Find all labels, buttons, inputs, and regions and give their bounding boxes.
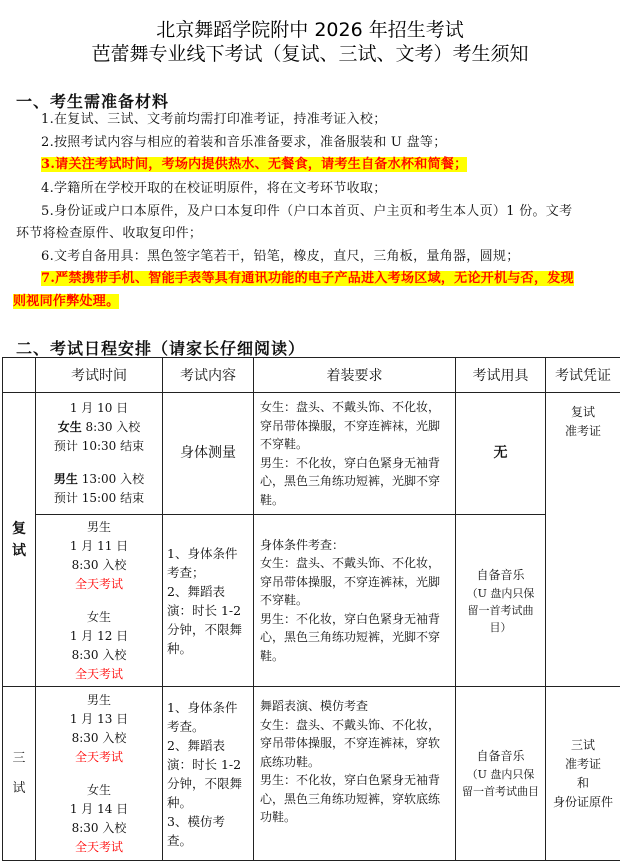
content-item-2: 2、舞蹈表演：时长 1-2 分钟，不限舞种。: [167, 737, 243, 810]
schedule-table: [2, 357, 620, 861]
materials-item-4: 4.学籍所在学校开取的在校证明原件，将在文考环节收取；: [41, 181, 387, 196]
female-date: 1 月 14 日: [69, 801, 129, 816]
section-heading-materials: 一、考生需准备材料: [16, 92, 170, 111]
attire-cell: [254, 393, 456, 515]
content-item-1: 1、身体条件考查；: [167, 545, 238, 580]
female-label: 女生: [86, 609, 111, 624]
credential-cell-retest: [546, 393, 620, 687]
male-entry: 13:00 入校: [77, 472, 145, 486]
tools-main: 自备音乐: [476, 749, 525, 763]
content-cell: 身体测量: [163, 393, 254, 515]
female-label: 女生: [86, 782, 111, 797]
tools-cell: [456, 515, 546, 687]
credential-line2: 准考证: [564, 424, 601, 438]
materials-item-3-highlighted: 3.请关注考试时间，考场内提供热水、无餐食，请考生自备水杯和简餐；: [41, 157, 468, 172]
materials-item-7-line2-highlighted: 则视同作弊处理。: [13, 294, 120, 309]
time-cell: [36, 687, 163, 861]
female-date: 1 月 12 日: [69, 628, 129, 643]
header-exam-time: 考试时间: [36, 358, 163, 393]
credential-line1: 三试: [570, 737, 595, 752]
female-entry: 8:30 入校: [71, 820, 127, 835]
materials-item-1: 1.在复试、三试、文考前均需打印准考证，持准考证入校；: [41, 112, 387, 127]
materials-item-7-line1-highlighted: 7.严禁携带手机、智能手表等具有通讯功能的电子产品进入考场区域，无论开机与否，发现: [41, 271, 574, 286]
female-entry-time: [36, 418, 162, 437]
attire-male: 男生：不化妆，穿白色紧身无袖背心，黑色三角练功短裤，穿软底练功鞋。: [260, 773, 441, 824]
time-cell: [36, 393, 163, 515]
male-label: 男生: [53, 472, 78, 486]
attire-male: 男生：不化妆，穿白色紧身无袖背心，黑色三角练功短裤，光脚不穿鞋。: [260, 611, 441, 663]
tools-main: 自备音乐: [476, 567, 525, 582]
attire-cell: [254, 687, 456, 861]
male-label: 男生: [86, 519, 111, 534]
table-row: [3, 515, 620, 687]
male-all-day-note: 全天考试: [74, 749, 123, 764]
header-credential: 考试凭证: [546, 358, 620, 393]
time-cell: [36, 515, 163, 687]
materials-item-2: 2.按照考试内容与相应的着装和音乐准备要求，准备服装和 U 盘等；: [41, 135, 447, 150]
female-entry: 8:30 入校: [71, 647, 127, 662]
tools-note: （U 盘内只保留一首考试曲目: [462, 768, 539, 798]
credential-line4: 身份证原件: [552, 794, 613, 809]
female-entry: 8:30 入校: [81, 420, 141, 434]
credential-cell-third: [546, 687, 620, 861]
stage-label-third: 三试: [12, 750, 26, 796]
male-date: 1 月 11 日: [69, 538, 129, 553]
document-title-line1: 北京舞蹈学院附中 2026 年招生考试: [156, 19, 464, 41]
header-exam-tools: 考试用具: [456, 358, 546, 393]
male-date: 1 月 13 日: [69, 711, 129, 726]
attire-cell: [254, 515, 456, 687]
attire-intro: 舞蹈表演、模仿考查: [260, 699, 369, 713]
credential-line2: 准考证: [564, 756, 601, 771]
stage-cell-third: [3, 687, 36, 861]
stage-label-retest: 复试: [12, 520, 26, 559]
male-label: 男生: [86, 692, 111, 707]
content-cell: [163, 515, 254, 687]
section-heading-schedule: 二、考试日程安排（请家长仔细阅读）: [16, 339, 306, 358]
document-title-line2: 芭蕾舞专业线下考试（复试、三试、文考）考生须知: [91, 43, 529, 65]
content-item-2: 2、舞蹈表演：时长 1-2 分钟，不限舞种。: [167, 583, 243, 656]
credential-line3: 和: [576, 775, 589, 790]
table-header-row: [3, 358, 620, 393]
header-exam-content: 考试内容: [163, 358, 254, 393]
male-entry: 8:30 入校: [71, 730, 127, 745]
attire-male: 男生：不化妆，穿白色紧身无袖背心，黑色三角练功短裤，光脚不穿鞋。: [260, 455, 441, 507]
table-row: [3, 393, 620, 515]
male-entry: 8:30 入校: [71, 557, 127, 572]
attire-female: 女生：盘头、不戴头饰、不化妆，穿吊带体操服，不穿连裤袜，光脚不穿鞋。: [260, 400, 441, 451]
materials-item-5-line1: 5.身份证或户口本原件，及户口本复印件（户口本首页、户主页和考生本人页）1 份。文考: [41, 204, 573, 219]
female-all-day-note: 全天考试: [74, 666, 123, 681]
content-item-3: 3、模仿考查。: [167, 813, 225, 848]
attire-female: 女生：盘头、不戴头饰、不化妆，穿吊带体操服，不穿连裤袜，光脚不穿鞋。: [260, 556, 441, 608]
female-end-time: 预计 10:30 结束: [53, 439, 145, 453]
female-label: 女生: [57, 420, 82, 434]
tools-note: （U 盘内只保留一首考试曲目）: [466, 586, 535, 634]
header-stage: [3, 358, 36, 393]
female-all-day-note: 全天考试: [74, 839, 123, 854]
content-cell: [163, 687, 254, 861]
credential-line1: 复试: [570, 405, 595, 419]
tools-cell: [456, 687, 546, 861]
materials-item-5-line2: 环节将检查原件、收取复印件；: [16, 226, 203, 241]
male-entry-time: [36, 470, 162, 489]
exam-date: 1 月 10 日: [69, 401, 129, 415]
stage-cell-retest: [3, 393, 36, 687]
male-end-time: 预计 15:00 结束: [53, 491, 145, 505]
content-item-1: 1、身体条件考查。: [167, 699, 238, 734]
male-all-day-note: 全天考试: [74, 576, 123, 591]
attire-intro: 身体条件考查：: [260, 537, 345, 552]
table-row: [3, 687, 620, 861]
tools-cell: 无: [456, 393, 546, 515]
header-attire: 着装要求: [254, 358, 456, 393]
materials-item-6: 6.文考自备用具：黑色签字笔若干，铅笔，橡皮，直尺，三角板，量角器，圆规；: [41, 249, 520, 264]
attire-female: 女生：盘头、不戴头饰、不化妆，穿吊带体操服，不穿连裤袜，穿软底练功鞋。: [260, 717, 441, 769]
